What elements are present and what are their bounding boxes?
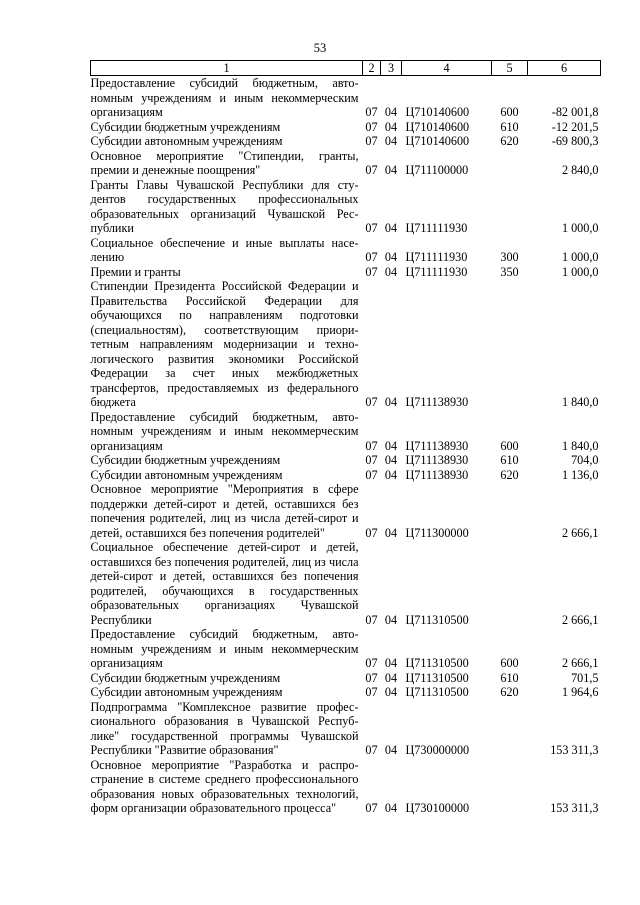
row-amount: 2 666,1: [561, 656, 599, 670]
row-target-article: Ц711111930: [405, 264, 468, 279]
row-name: Основное мероприятие "Стипендии, гранты, премии и денежные поощрения": [90, 148, 359, 177]
row-target-article: Ц710140600: [405, 134, 470, 148]
row-amount: 1 136,0: [561, 467, 599, 482]
row-section: 07: [365, 250, 378, 264]
row-target-article: Ц711138930: [405, 438, 469, 453]
row-name: Субсидии автономным учреждениям: [90, 134, 283, 148]
table-row: [91, 410, 601, 454]
row-target-article: Ц730000000: [405, 743, 470, 757]
table-row: [91, 265, 601, 280]
row-name: Субсидии бюджетным учреждениям: [90, 670, 281, 685]
row-expense-type: [492, 540, 528, 627]
column-header-subsection: 3: [381, 61, 402, 76]
row-name: Субсидии автономным учреждениям: [90, 685, 283, 699]
row-subsection: 04: [384, 105, 398, 119]
row-name: Субсидии бюджетным учреждениям: [90, 119, 281, 134]
column-header-amount: 6: [528, 61, 601, 76]
row-target-article: Ц711310500: [405, 670, 469, 685]
table-row: [91, 758, 601, 816]
row-target-article: Ц711310500: [405, 685, 469, 699]
row-amount: 153 311,3: [550, 801, 599, 815]
column-header-name: 1: [91, 61, 363, 76]
row-name: Социальное обеспечение детей-сирот и детей, оставшихся без попечения родителей, лиц из числа детей-сирот и детей, оставшихся без попечения родителей, обучающихся в государственных образовательных организациях Чувашской Республики: [90, 540, 359, 627]
row-section: 07: [365, 743, 378, 757]
row-subsection: 04: [384, 264, 398, 279]
row-section: 07: [365, 438, 378, 453]
table-row: [91, 468, 601, 483]
row-amount: 1 840,0: [561, 438, 599, 453]
row-section: 07: [365, 395, 378, 409]
table-row: [91, 236, 601, 265]
row-name: Предоставление субсидий бюджетным, автономным учреждениям и иным некоммерческим организациям: [90, 409, 359, 453]
row-section: 07: [365, 221, 378, 235]
row-target-article: Ц711138930: [405, 453, 469, 467]
row-subsection: 04: [384, 801, 398, 815]
row-expense-type: [492, 758, 528, 816]
row-subsection: 04: [384, 119, 398, 134]
row-subsection: 04: [384, 221, 398, 235]
row-section: 07: [365, 685, 378, 699]
row-amount: -12 201,5: [551, 119, 599, 134]
row-section: 07: [365, 670, 378, 685]
table-row: [91, 453, 601, 468]
row-section: 07: [365, 467, 378, 482]
row-expense-type: [492, 178, 528, 236]
row-expense-type: [492, 149, 528, 178]
row-target-article: Ц711310500: [405, 612, 469, 627]
table-row: [91, 540, 601, 627]
row-section: 07: [365, 656, 378, 670]
row-name: Субсидии автономным учреждениям: [90, 467, 283, 482]
row-expense-type: 600: [500, 438, 519, 453]
row-expense-type: 600: [500, 656, 519, 670]
row-amount: 1 000,0: [561, 221, 599, 235]
header-row: [91, 61, 601, 76]
column-header-expense-type: 5: [492, 61, 528, 76]
budget-table: [90, 60, 601, 816]
row-expense-type: 350: [500, 264, 519, 279]
row-subsection: 04: [384, 612, 398, 627]
row-target-article: Ц710140600: [405, 105, 470, 119]
row-expense-type: 600: [500, 105, 519, 119]
row-expense-type: 620: [500, 134, 519, 148]
table-body: [91, 76, 601, 816]
table-header: [91, 61, 601, 76]
row-subsection: 04: [384, 743, 398, 757]
row-section: 07: [365, 264, 378, 279]
row-amount: 1 000,0: [561, 264, 599, 279]
table-row: [91, 120, 601, 135]
table-row: [91, 76, 601, 120]
row-section: 07: [365, 119, 378, 134]
row-amount: 2 840,0: [561, 163, 599, 177]
row-subsection: 04: [384, 250, 398, 264]
row-target-article: Ц711100000: [405, 163, 469, 177]
table-row: [91, 685, 601, 700]
row-target-article: Ц711111930: [405, 221, 468, 235]
row-target-article: Ц711111930: [405, 250, 468, 264]
column-header-section: 2: [363, 61, 381, 76]
row-expense-type: [492, 482, 528, 540]
table-row: [91, 279, 601, 410]
row-amount: 153 311,3: [550, 743, 599, 757]
row-subsection: 04: [384, 163, 398, 177]
row-section: 07: [365, 453, 378, 467]
row-amount: 1 000,0: [561, 250, 599, 264]
row-section: 07: [365, 163, 378, 177]
row-target-article: Ц711310500: [405, 656, 469, 670]
column-header-target-article: 4: [402, 61, 492, 76]
row-section: 07: [365, 105, 378, 119]
row-amount: -82 001,8: [551, 105, 599, 119]
row-target-article: Ц711138930: [405, 395, 469, 409]
row-amount: -69 800,3: [551, 134, 599, 148]
row-section: 07: [365, 525, 378, 540]
row-name: Гранты Главы Чувашской Республики для студентов государственных профессиональных образовательных организаций Чувашской Республики: [90, 177, 359, 235]
table-row: [91, 627, 601, 671]
row-name: Предоставление субсидий бюджетным, автономным учреждениям и иным некоммерческим организациям: [90, 76, 359, 119]
table-row: [91, 149, 601, 178]
row-expense-type: [492, 279, 528, 410]
row-name: Подпрограмма "Комплексное развитие профессионального образования в Чувашской Республике" государственной программы Чувашской Республики "Развитие образования": [90, 699, 359, 757]
row-amount: 704,0: [571, 453, 599, 467]
row-subsection: 04: [384, 670, 398, 685]
row-target-article: Ц710140600: [405, 119, 470, 134]
table-row: [91, 178, 601, 236]
row-subsection: 04: [384, 467, 398, 482]
row-name: Основное мероприятие "Мероприятия в сфере поддержки детей-сирот и детей, оставшихся без попечения родителей, лиц из числа детей-сирот и детей, оставшихся без попечения родителей": [90, 482, 359, 540]
row-expense-type: 620: [500, 467, 519, 482]
row-expense-type: 620: [500, 685, 519, 699]
row-subsection: 04: [384, 438, 398, 453]
row-subsection: 04: [384, 395, 398, 409]
row-name: Предоставление субсидий бюджетным, автономным учреждениям и иным некоммерческим организациям: [90, 627, 359, 670]
row-subsection: 04: [384, 685, 398, 699]
row-target-article: Ц711300000: [405, 525, 469, 540]
row-subsection: 04: [384, 525, 398, 540]
row-name: Стипендии Президента Российской Федерации и Правительства Российской Федерации для обучающихся по направлениям подготовки (специальностям), соответствующим приоритетным направлениям модернизации и технологического развития экономики Российской Федерации за счет иных межбюджетных трансфертов, предоставляемых из федерального бюджета: [90, 279, 359, 409]
row-amount: 2 666,1: [561, 525, 599, 540]
row-amount: 1 964,6: [561, 685, 599, 699]
row-subsection: 04: [384, 134, 398, 148]
row-subsection: 04: [384, 453, 398, 467]
row-subsection: 04: [384, 656, 398, 670]
table-row: [91, 482, 601, 540]
row-expense-type: 300: [500, 250, 519, 264]
row-section: 07: [365, 134, 378, 148]
table-row: [91, 700, 601, 758]
row-section: 07: [365, 612, 378, 627]
row-name: Премии и гранты: [90, 264, 181, 279]
row-expense-type: [492, 700, 528, 758]
table-row: [91, 134, 601, 149]
row-section: 07: [365, 801, 378, 815]
page-number: 53: [313, 41, 327, 55]
row-target-article: Ц711138930: [405, 467, 469, 482]
row-amount: 2 666,1: [561, 612, 599, 627]
table-row: [91, 671, 601, 686]
row-name: Социальное обеспечение и иные выплаты населению: [90, 235, 359, 264]
row-amount: 701,5: [571, 670, 599, 685]
row-expense-type: 610: [500, 670, 519, 685]
row-amount: 1 840,0: [561, 395, 599, 409]
row-expense-type: 610: [500, 453, 519, 467]
row-expense-type: 610: [500, 119, 519, 134]
row-name: Основное мероприятие "Разработка и распространение в системе среднего профессионального образования новых образовательных технологий, форм организации образовательного процесса": [90, 757, 359, 815]
row-target-article: Ц730100000: [405, 801, 470, 815]
row-name: Субсидии бюджетным учреждениям: [90, 453, 281, 467]
